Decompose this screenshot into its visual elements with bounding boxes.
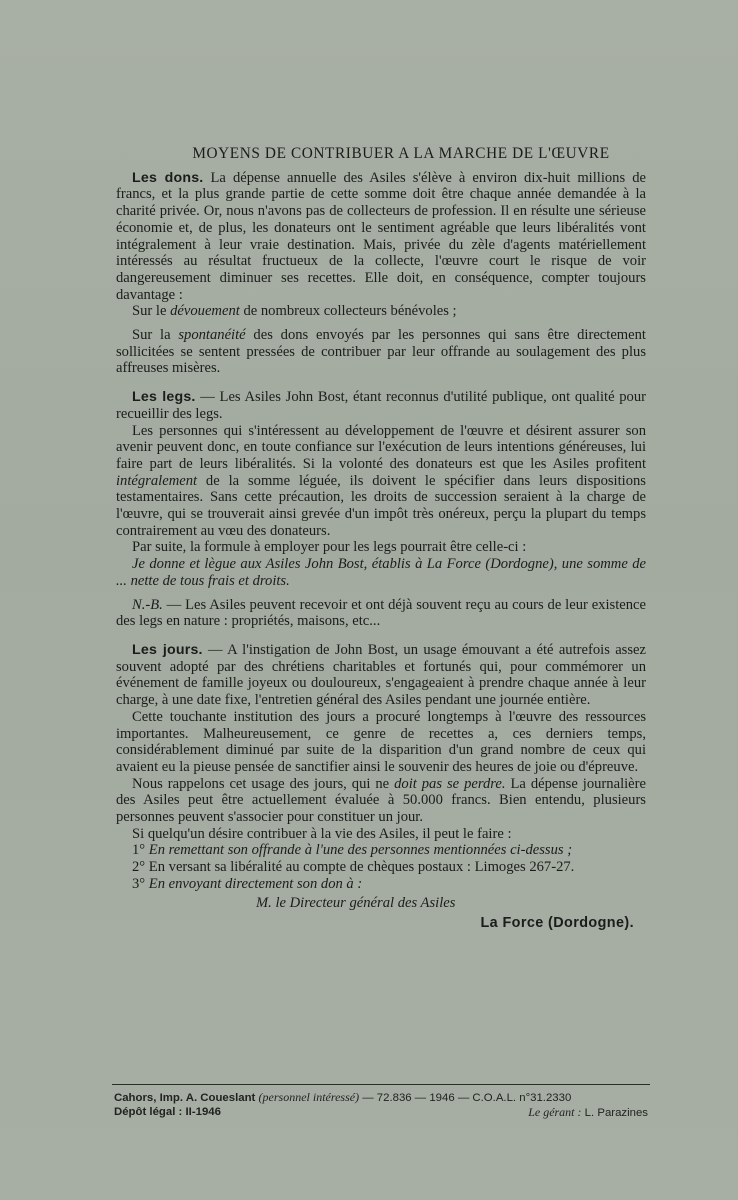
jours-heading: Les jours. xyxy=(132,641,203,658)
legs-p2-em: intégralement xyxy=(116,472,198,489)
list-item-text: En envoyant directement son don à : xyxy=(148,875,363,892)
dons-heading: Les dons. xyxy=(132,169,204,186)
dons-spontaneite-b: des dons envoyés par les personnes qui sans être directement sollicitées se sentent pressées de contribuer par leur offrande au soulagement des plus affreuses misères. xyxy=(116,327,646,377)
list-item-number: 2° xyxy=(132,859,146,876)
footer-gerant xyxy=(528,1105,648,1120)
list-item-number: 1° xyxy=(132,842,146,859)
footer-gerant-label: Le gérant : xyxy=(528,1105,582,1119)
legs-text: — Les Asiles John Bost, étant reconnus d'utilité publique, ont qualité pour recueillir des legs. xyxy=(116,389,646,422)
jours-paragraph xyxy=(116,642,646,709)
list-item-text: En versant sa libéralité au compte de chèques postaux : Limoges 267-27. xyxy=(148,859,575,876)
legs-formula-text: Je donne et lègue aux Asiles John Bost, établis à La Force (Dordogne), une somme de ... nette de tous frais et droits. xyxy=(116,556,646,589)
footer-line-2 xyxy=(114,1105,648,1120)
legs-heading: Les legs. xyxy=(132,389,196,406)
jours-p3-a: Nous rappelons cet usage des jours, qui ne xyxy=(132,775,395,792)
jours-p3-b: La dépense journalière des Asiles peut être actuellement évaluée à 50.000 francs. Bien entendu, plusieurs personnes peuvent s'associer pour constituer un jour. xyxy=(116,775,646,826)
dons-spontaneite xyxy=(116,327,646,377)
legs-formula xyxy=(116,556,646,589)
dons-spontaneite-a: Sur la xyxy=(132,327,179,344)
legs-p2-a: Les personnes qui s'intéressent au développement de l'œuvre et désirent assurer son avenir peuvent donc, en toute confiance sur l'exécution de leurs intentions généreuses, lui faire part de leurs libéralités. Si la volonté des donateurs est que les Asiles profitent xyxy=(116,422,646,472)
address: La Force (Dordogne). xyxy=(480,915,634,932)
dons-paragraph xyxy=(116,170,646,304)
list-item xyxy=(116,859,646,876)
dons-devouement-b: de nombreux collecteurs bénévoles ; xyxy=(239,303,457,320)
legs-nb xyxy=(116,597,646,630)
printer-footer xyxy=(114,1090,648,1120)
jours-p3-em: doit pas se perdre. xyxy=(394,775,506,792)
dons-devouement-em: dévouement xyxy=(170,303,240,320)
contribution-list xyxy=(116,842,646,892)
list-item xyxy=(116,842,646,859)
dons-text: La dépense annuelle des Asiles s'élève à environ dix-huit millions de francs, et la plus grande partie de cette somme doit être chaque année demandée à la charité privée. Or, nous n'avons pas de collecteurs de profession. Il en résulte une sérieuse économie et, de plus, les donateurs ont le sentiment agréable que leurs libéralités vont intégralement à leur vraie destination. Mais, privée du zèle d'agents matériellement intéressés au résultat fructueux de la collecte, l'œuvre court le risque de voir dangereusement diminuer ses recettes. Elle doit, en conséquence, compter toujours davantage : xyxy=(116,169,646,303)
dons-spontaneite-em: spontanéité xyxy=(178,327,246,344)
legs-paragraph xyxy=(116,389,646,422)
jours-paragraph-4: Si quelqu'un désire contribuer à la vie des Asiles, il peut le faire : xyxy=(132,825,512,842)
legs-paragraph-3: Par suite, la formule à employer pour les legs pourrait être celle-ci : xyxy=(132,539,527,556)
footer-printer-ref: — 72.836 — 1946 — C.O.A.L. n°31.2330 xyxy=(359,1092,572,1104)
footer-printer xyxy=(114,1090,571,1105)
legs-paragraph-2 xyxy=(116,423,646,540)
list-item-number: 3° xyxy=(132,875,146,892)
content xyxy=(116,146,646,932)
jours-text: — A l'instigation de John Bost, un usage émouvant a été autrefois assez souvent adopté par des chrétiens charitables et fortunés qui, pour commémorer un événement de famille joyeux ou douloureux, s'engageaient à prendre chaque année à leur charge, à une date fixe, l'entretien général des Asiles pendant une journée entière. xyxy=(116,641,646,709)
jours-paragraph-3 xyxy=(116,776,646,826)
legs-p2-b: de la somme léguée, ils doivent le spécifier dans leurs dispositions testamentaires. Sans cette précaution, les droits de succession seraient à la charge de l'œuvre, qui se trouverait ainsi grevée d'un impôt très onéreux, perçu la plupart du temps contrairement au vœu des donateurs. xyxy=(116,472,646,539)
dons-devouement xyxy=(116,303,646,320)
legs-nb-label: N.-B. xyxy=(132,596,163,613)
list-item-text: En remettant son offrande à l'une des personnes mentionnées ci-dessus ; xyxy=(148,842,573,859)
footer-printer-name: Cahors, Imp. A. Coueslant xyxy=(114,1092,256,1104)
footer-divider xyxy=(112,1084,650,1085)
addressee: M. le Directeur général des Asiles xyxy=(256,894,456,911)
footer-depot: Dépôt légal : II-1946 xyxy=(114,1106,221,1118)
legs-nb-text: — Les Asiles peuvent recevoir et ont déjà souvent reçu au cours de leur existence des legs en nature : propriétés, maisons, etc... xyxy=(116,596,646,630)
footer-gerant-name: L. Parazines xyxy=(581,1107,648,1119)
footer-printer-note: (personnel intéressé) xyxy=(258,1090,360,1104)
list-item xyxy=(116,876,646,893)
footer-line-1 xyxy=(114,1090,648,1105)
dons-devouement-a: Sur le xyxy=(132,303,171,320)
jours-paragraph-2: Cette touchante institution des jours a procuré longtemps à l'œuvre des ressources importantes. Malheureusement, ce genre de recettes a, ces derniers temps, considérablement diminué par suite de la disparition d'un grand nombre de ceux qui avaient eu la pieuse pensée de sanctifier ainsi le souvenir des heures de joie ou d'épreuve. xyxy=(116,708,646,775)
page-title: MOYENS DE CONTRIBUER A LA MARCHE DE L'ŒUVRE xyxy=(192,145,610,162)
